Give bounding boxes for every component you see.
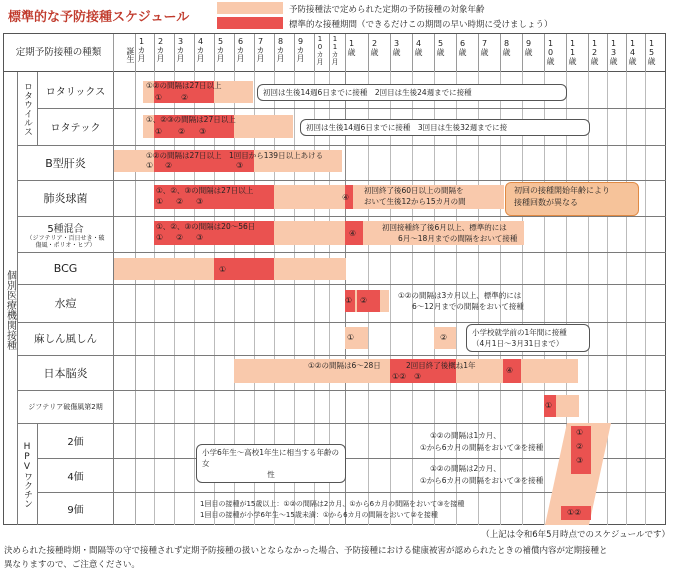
note-rotateq-interval: ①、②③の間隔は27日以上 <box>146 115 236 124</box>
mark-pneumo-3: ③ <box>196 197 204 206</box>
mark-hpv-1: ① <box>576 428 584 437</box>
header-month-5: 5カ月 <box>215 34 235 72</box>
header-year-13: 13歳 <box>608 34 627 72</box>
mark-pneumo-1: ① <box>156 197 164 206</box>
header-month-3: 3カ月 <box>175 34 195 72</box>
mark-rotarix-2: ② <box>181 93 189 102</box>
mark-hepb-1: ① <box>146 161 154 170</box>
mark-hepb-2: ② <box>165 161 173 170</box>
row-label-rotateq: ロタテック <box>50 123 101 134</box>
grid-hline-je <box>17 390 666 391</box>
hpv-call-line2: 性 <box>267 470 275 479</box>
grid-hline-rotateq <box>17 145 666 146</box>
row-label-hpv4: 4価 <box>67 471 84 483</box>
hpv-call-line1: 小学6年生〜高校1年生に相当する年齢の女 <box>202 448 340 468</box>
legend-swatch-eligible <box>217 2 283 14</box>
mark-hpv9-12: ①② <box>567 508 582 517</box>
header-year-4: 4歳 <box>413 34 435 72</box>
row-label-hpv2: 2価 <box>67 437 84 448</box>
note-je-interval: ①②の間隔は6〜28日 <box>308 361 381 370</box>
note-pneumo-after-1: 初回終了後60日以上の間隔を <box>364 186 464 195</box>
row-label-varicella: 水痘 <box>54 297 77 310</box>
row-label-je: 日本脳炎 <box>43 366 88 380</box>
header-year-12: 12歳 <box>589 34 608 72</box>
header-month-7: 7カ月 <box>255 34 275 72</box>
note-hpv4-2: ①から6カ月の間隔をおいて③を接種 <box>420 476 544 485</box>
header-month-8: 8カ月 <box>275 34 295 72</box>
pneumo-box-line1: 初回の接種開始年齢により <box>514 186 610 195</box>
callout-pneumo-age <box>505 182 639 216</box>
grid-hline-rotarix <box>37 108 666 109</box>
grid-hline-pneumo <box>17 216 666 217</box>
row-label-bcg: BCG <box>53 261 78 275</box>
footer-line2: 異なりますので、ご注意ください。 <box>4 560 140 570</box>
note-hpv9-1: 1回目の接種が15歳以上：①②の間隔は2カ月、①から6カ月の間隔をおいて③を接種 <box>200 500 465 508</box>
mark-rotateq-1: ① <box>155 127 163 136</box>
mark-je-4: ④ <box>506 366 514 375</box>
header-month-6: 6カ月 <box>235 34 255 72</box>
grid-hline-mr <box>17 355 666 356</box>
header-year-14: 14歳 <box>627 34 646 72</box>
note-rotarix-interval: ①②の間隔は27日以上 <box>146 81 222 90</box>
row-label-hpv9: 9価 <box>67 505 84 516</box>
mark-pneumo-4: ④ <box>342 193 350 202</box>
header-type: 定期予防接種の種類 <box>4 34 114 72</box>
note-combo5-after-1: 初回接種終了後6月以上、標準的には <box>382 223 507 232</box>
pneumo-box-line2: 接種回数が異なる <box>514 198 578 207</box>
note-hpv4-1: ①②の間隔は2カ月、 <box>430 464 501 473</box>
header-year-11: 11歳 <box>567 34 589 72</box>
header-year-2: 2歳 <box>369 34 391 72</box>
header-year-3: 3歳 <box>391 34 413 72</box>
header-year-8: 8歳 <box>501 34 523 72</box>
header-year-5: 5歳 <box>435 34 457 72</box>
note-hpv2-2: ①から6カ月の間隔をおいて③を接種 <box>420 443 544 452</box>
note-hepb-interval: ①②の間隔は27日以上 1回目から139日以上あける <box>146 151 324 160</box>
header-year-10: 10歳 <box>545 34 567 72</box>
row-label-pneumo: 肺炎球菌 <box>43 192 88 205</box>
header-month-11: 11カ月 <box>330 34 346 72</box>
header-year-9: 9歳 <box>523 34 545 72</box>
group-hpv: HPVワクチン <box>22 442 32 508</box>
grid-hline-varicella <box>17 322 666 323</box>
note-pneumo-interval: ①、②、③の間隔は27日以上 <box>156 186 254 195</box>
mark-varicella-2: ② <box>360 296 368 305</box>
mr-call-line1: 小学校就学前の1年間に接種 <box>472 328 567 337</box>
mark-hpv-2: ② <box>576 442 584 451</box>
mark-je-3: ③ <box>414 372 422 381</box>
callout-mr <box>466 324 590 352</box>
legend-label-eligible: 予防接種法で定められた定期の予防接種の対象年齢 <box>289 5 485 15</box>
note-varicella-2: 6〜12月までの間隔をおいて接種 <box>412 302 524 311</box>
mark-combo5-2: ② <box>176 233 184 242</box>
row-label-dt: ジフテリア破傷風第2期 <box>28 402 103 411</box>
mark-mr-2: ② <box>440 333 448 342</box>
mark-je-12: ①② <box>392 372 407 381</box>
combo5-subtitle: （ジフテリア・百日せき・破傷風・ポリオ・ヒブ） <box>26 234 105 249</box>
note-combo5-after-2: 6月〜18月までの間隔をおいて接種 <box>398 234 518 243</box>
header-birth: 誕生 <box>114 34 136 72</box>
header-month-1: 1カ月 <box>136 34 155 72</box>
mark-combo5-3: ③ <box>196 233 204 242</box>
mark-dt-1: ① <box>545 401 553 410</box>
row-label-rotarix: ロタリックス <box>45 86 106 98</box>
mark-pneumo-2: ② <box>176 197 184 206</box>
header-year-1: 1歳 <box>346 34 369 72</box>
mark-rotateq-3: ③ <box>199 127 207 136</box>
footer-line1: 決められた接種時期・間隔等の守で接種されず定期予防接種の扱いとならなかった場合、予防接種における健康被害が認められたときの補償内容が定期接種と <box>4 546 608 556</box>
header-month-9: 9カ月 <box>295 34 315 72</box>
header-year-6: 6歳 <box>457 34 479 72</box>
group-rota: ロタウイルス <box>22 82 32 136</box>
grid-hline-bcg <box>17 284 666 285</box>
mark-mr-1: ① <box>347 333 355 342</box>
callout-rotarix: 初回は生後14週6日までに接種 2回目は生後24週までに接種 <box>257 84 567 101</box>
footer-date-note: （上記は令和6年5月時点でのスケジュールです） <box>481 530 670 540</box>
mark-varicella-1: ① <box>345 296 353 305</box>
header-month-4: 4カ月 <box>195 34 215 72</box>
page-title: 標準的な予防接種スケジュール <box>8 10 190 25</box>
note-varicella-1: ①②の間隔は3カ月以上、標準的には <box>398 291 522 300</box>
row-label-hepb: B型肝炎 <box>45 156 86 170</box>
mark-hpv-3: ③ <box>576 456 584 465</box>
group-individual: 個別医療機関接種 <box>4 270 16 350</box>
grid-hline-hepb <box>17 180 666 181</box>
note-hpv2-1: ①②の間隔は1カ月、 <box>430 431 501 440</box>
callout-hpv-age <box>196 444 346 483</box>
row-label-combo5 <box>18 216 113 252</box>
mr-call-line2: （4月1日〜3月31日まで） <box>472 339 564 348</box>
header-year-7: 7歳 <box>479 34 501 72</box>
note-pneumo-after-2: おいて生後12から15カ月の間 <box>364 197 466 206</box>
mark-rotarix-1: ① <box>155 93 163 102</box>
mark-bcg-1: ① <box>219 265 227 274</box>
callout-rotateq: 初回は生後14週6日までに接種 3回目は生後32週までに接 <box>300 119 590 136</box>
note-combo5-interval: ①、②、③の間隔は20〜56日 <box>156 222 256 231</box>
legend-swatch-standard <box>217 17 283 29</box>
combo5-title: 5種混合 <box>47 223 84 235</box>
legend-label-standard: 標準的な接種期間（できるだけこの期間の早い時期に受けましょう） <box>289 20 553 30</box>
mark-combo5-1: ① <box>156 233 164 242</box>
note-je-after: 2回目終了後概ね1年 <box>406 361 476 370</box>
header-year-15: 15歳 <box>647 39 656 65</box>
note-hpv9-2: 1回目の接種が小学6年生〜15歳未満：①から6カ月の間隔をおいて②を接種 <box>200 511 438 519</box>
header-month-10: 10カ月 <box>315 34 330 72</box>
mark-rotateq-2: ② <box>178 127 186 136</box>
mark-hepb-3: ③ <box>236 161 244 170</box>
grid-hline-combo5 <box>17 252 666 253</box>
row-label-mr: 麻しん風しん <box>34 333 97 345</box>
header-month-2: 2カ月 <box>155 34 175 72</box>
mark-combo5-4: ④ <box>349 229 357 238</box>
